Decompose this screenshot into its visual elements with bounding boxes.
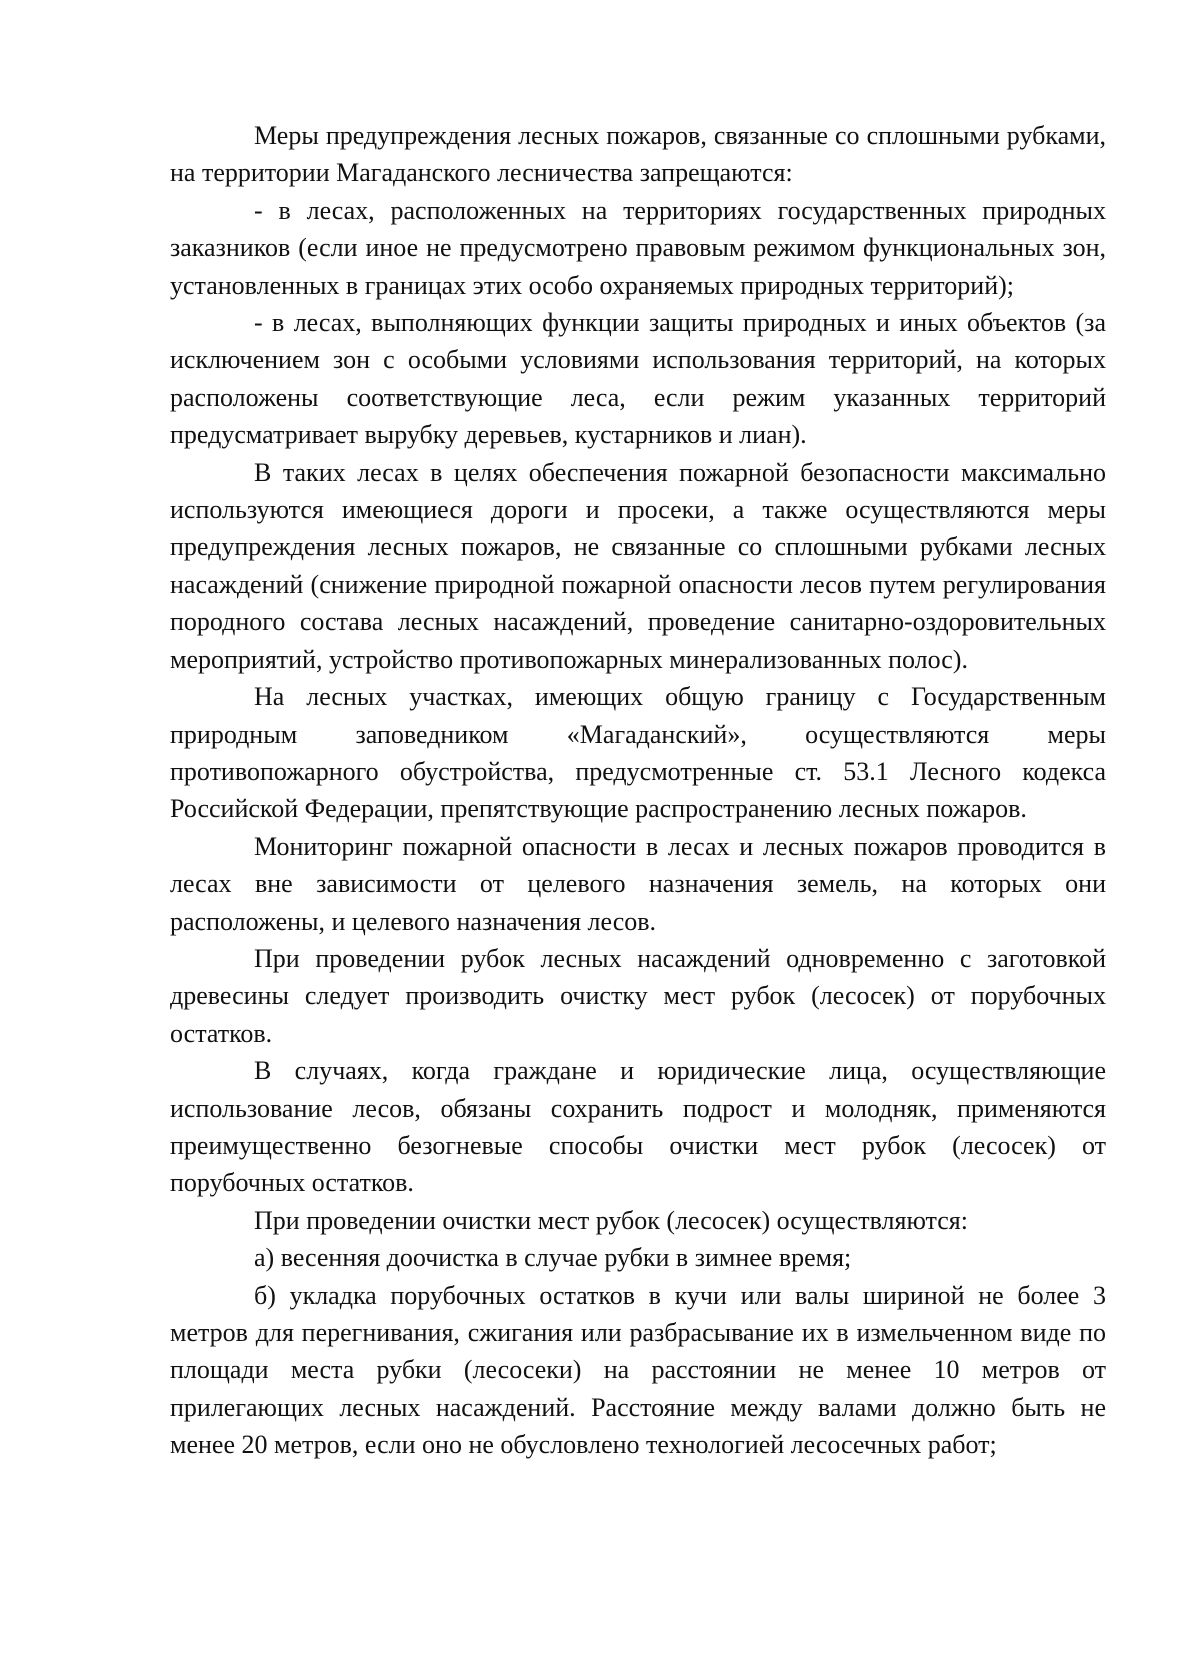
- list-item-protective-forests: - в лесах, выполняющих функции защиты природных и иных объектов (за исключением зон с особыми условиями использования территорий, на которых расположены соответствующие леса, если режим указанных территорий предусматривает вырубку деревьев, кустарников и лиан).: [170, 308, 1106, 450]
- list-item-residue-stacking: б) укладка порубочных остатков в кучи или валы шириной не более 3 метров для перегнивания, сжигания или разбрасывание их в измельченном виде по площади места рубки (лесосеки) на расстоянии не менее 10 метров от прилегающих лесных насаждений. Расстояние между валами должно быть не менее 20 метров, если оно не обусловлено технологией лесосечных работ;: [170, 1280, 1106, 1460]
- paragraph-clearing-logging-sites: При проведении рубок лесных насаждений одновременно с заготовкой древесины следует производить очистку мест рубок (лесосек) от порубочных остатков.: [170, 943, 1106, 1048]
- paragraph-fire-safety-measures: В таких лесах в целях обеспечения пожарной безопасности максимально используются имеющиеся дороги и просеки, а также осуществляются меры предупреждения лесных пожаров, не связанные со сплошными рубками лесных насаждений (снижение природной пожарной опасности лесов путем регулирования породного состава лесных насаждений, проведение санитарно-оздоровительных мероприятий, устройство противопожарных минерализованных полос).: [170, 457, 1106, 674]
- paragraph-clearing-procedures: При проведении очистки мест рубок (лесосек) осуществляются:: [254, 1205, 968, 1235]
- paragraph-magadansky-reserve-border: На лесных участках, имеющих общую границу с Государственным природным заповедником «Магаданский», осуществляются меры противопожарного обустройства, предусмотренные ст. 53.1 Лесного кодекса Российской Федерации, препятствующие распространению лесных пожаров.: [170, 682, 1106, 824]
- paragraph-fireless-clearing-methods: В случаях, когда граждане и юридические лица, осуществляющие использование лесов, обязаны сохранить подрост и молодняк, применяются преимущественно безогневые способы очистки мест рубок (лесосек) от порубочных остатков.: [170, 1056, 1106, 1198]
- list-item-spring-clearing: а) весенняя доочистка в случае рубки в зимнее время;: [254, 1243, 852, 1273]
- paragraph-prohibited-clear-cutting: Меры предупреждения лесных пожаров, связанные со сплошными рубками, на территории Магаданского лесничества запрещаются:: [170, 121, 1106, 188]
- list-item-nature-reserves: - в лесах, расположенных на территориях государственных природных заказников (если иное не предусмотрено правовым режимом функциональных зон, установленных в границах этих особо охраняемых природных территорий);: [170, 195, 1106, 300]
- document-body: [170, 117, 1106, 1464]
- paragraph-fire-monitoring: Мониторинг пожарной опасности в лесах и лесных пожаров проводится в лесах вне зависимости от целевого назначения земель, на которых они расположены, и целевого назначения лесов.: [170, 831, 1106, 936]
